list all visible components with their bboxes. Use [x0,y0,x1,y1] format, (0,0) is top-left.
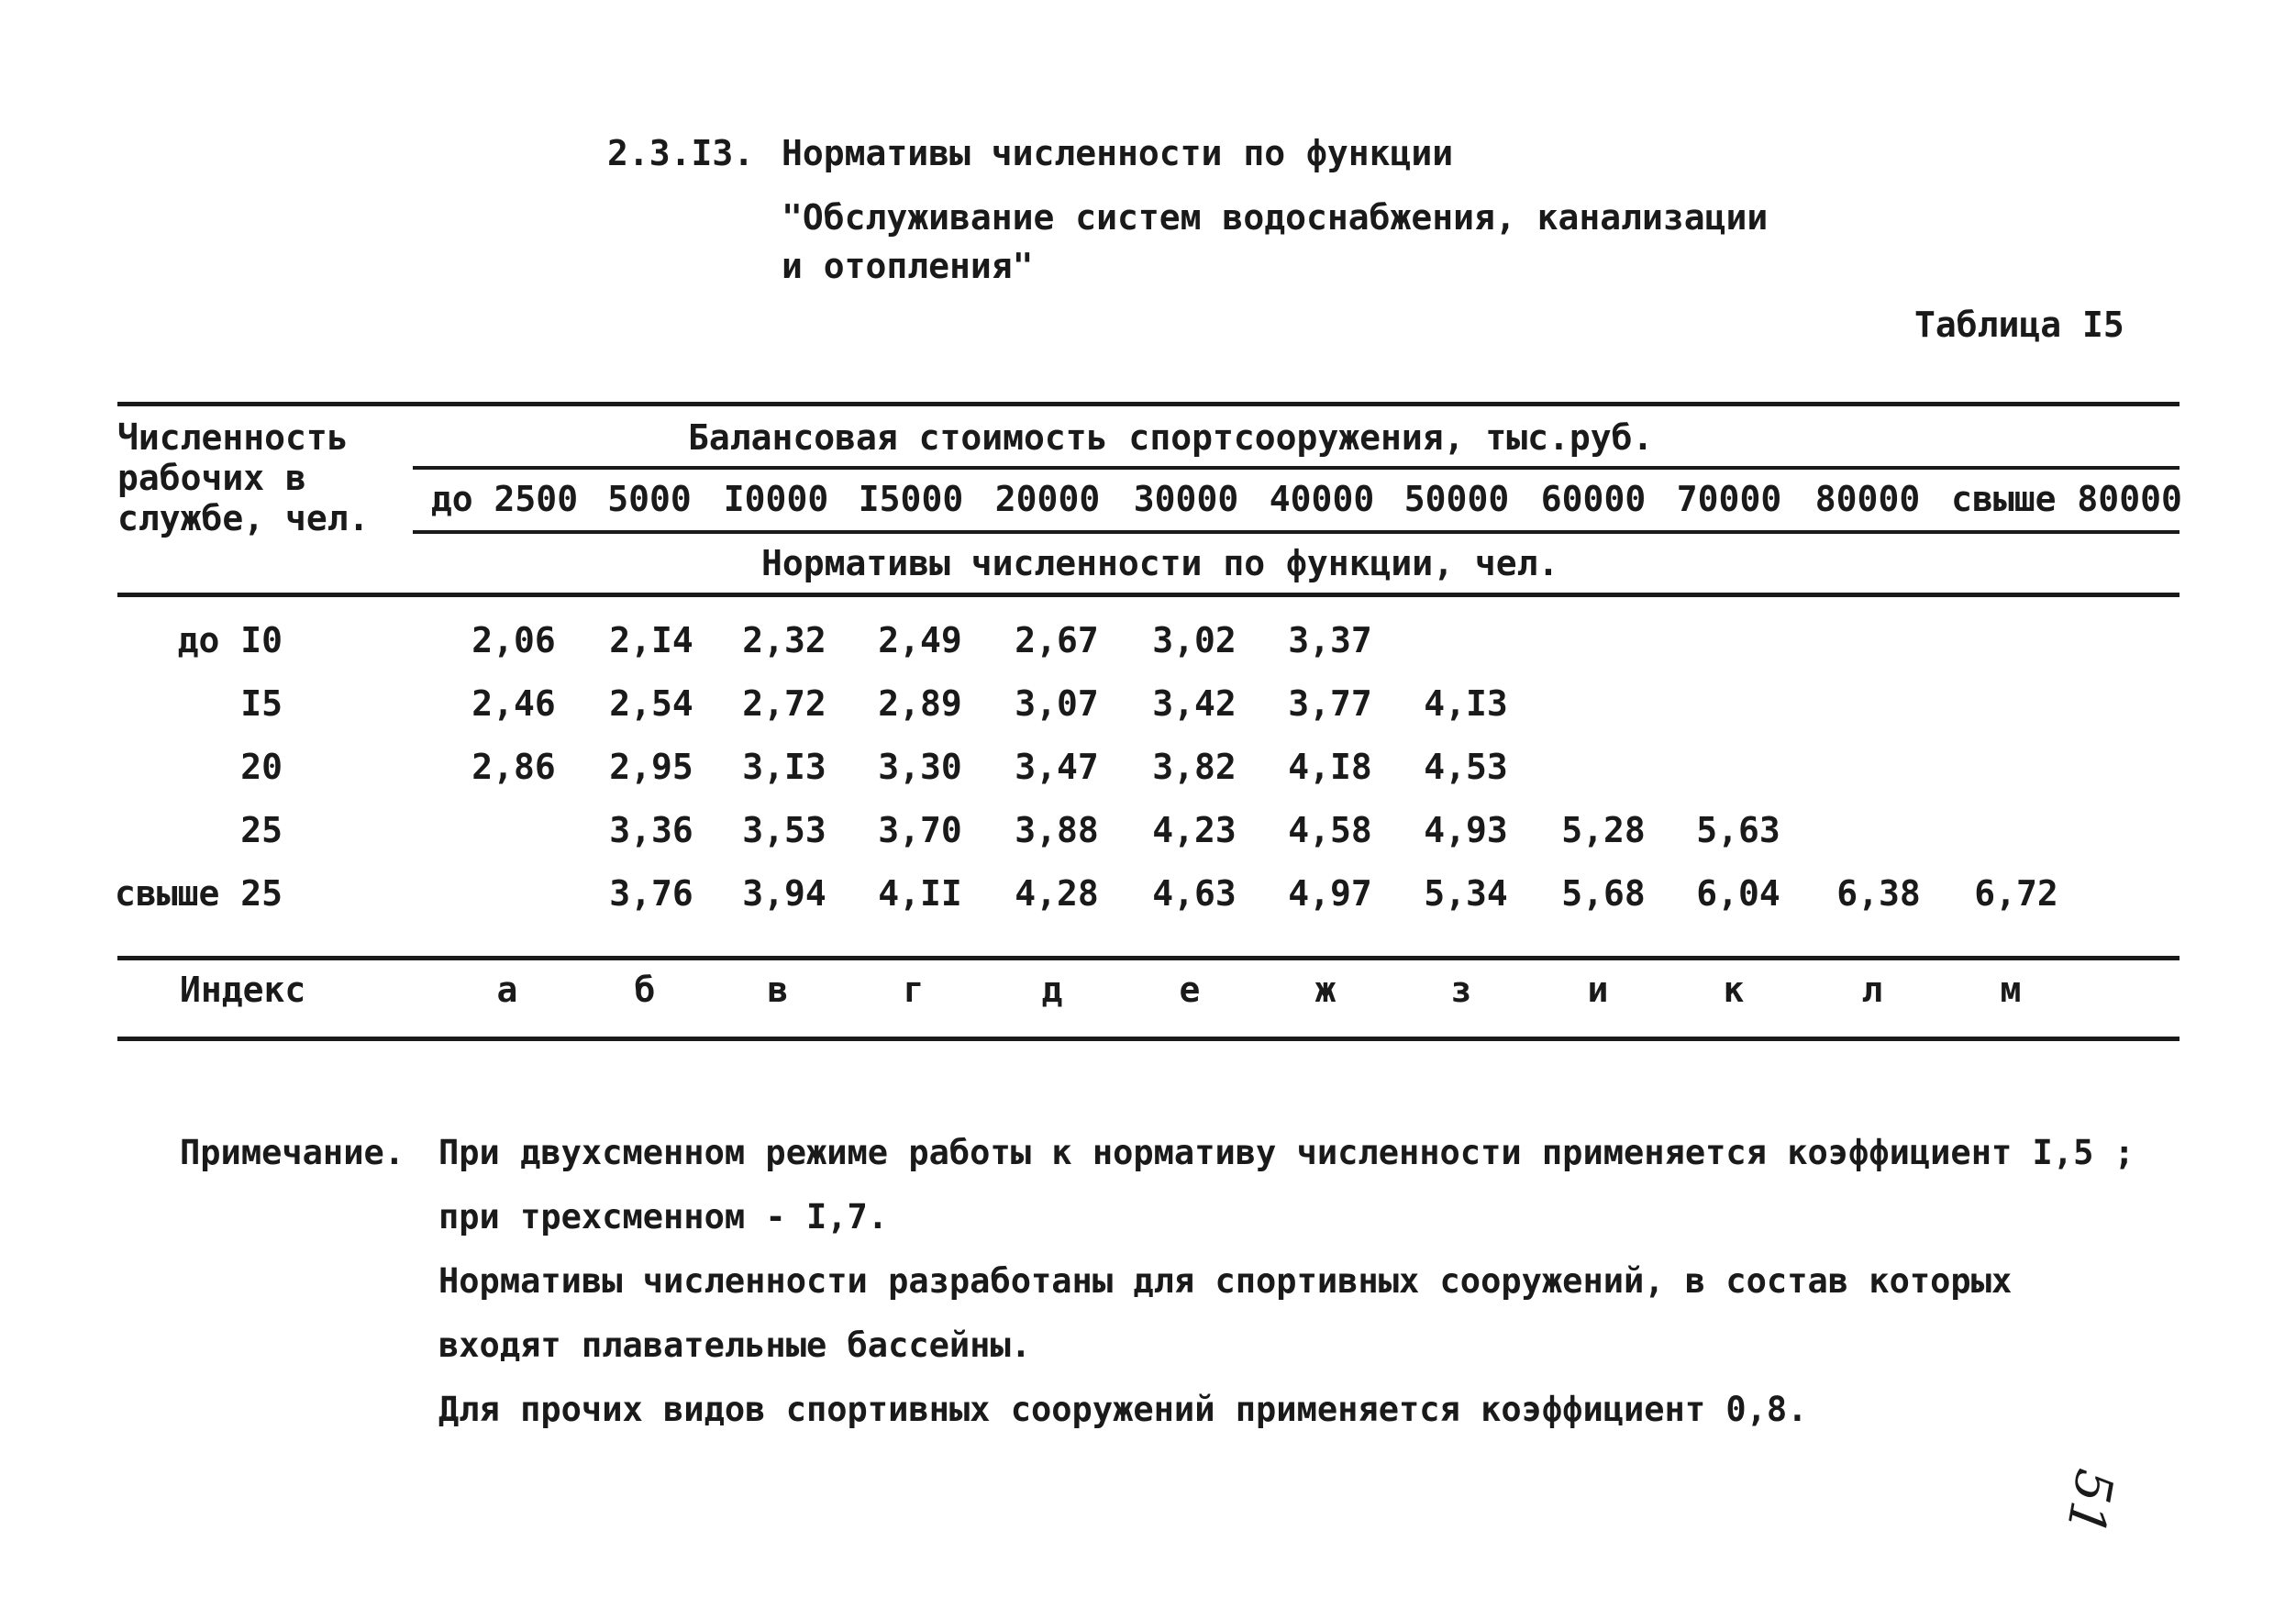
table-cell: 3,47 [1015,747,1099,787]
index-cell: з [1450,970,1472,1010]
note-label: Примечание. [180,1133,405,1172]
table-cell: 2,95 [609,747,693,787]
section-subtitle-line-1: "Обслуживание систем водоснабжения, канализации [782,197,1769,238]
column-header: 80000 [1814,479,1921,519]
table-cell: 5,63 [1696,810,1780,850]
group-header: Балансовая стоимость спортсооружения, тыс.руб. [688,417,1654,458]
index-cell: е [1179,970,1201,1010]
page-number: 51 [2054,1464,2124,1540]
index-cell: м [2000,970,2022,1010]
note-line: входят плавательные бассейны. [438,1325,1032,1365]
row-label: свыше 25 [114,873,283,914]
column-header: свыше 80000 [1951,479,2182,519]
row-header-line: службе, чел. [117,498,370,538]
table-cell: 3,82 [1152,747,1237,787]
table-cell: 2,49 [878,620,962,660]
table-cell: 2,46 [471,683,556,724]
column-header: 40000 [1269,479,1375,519]
note-line: при трехсменном - I,7. [438,1197,889,1236]
table-cell: 4,I8 [1288,747,1372,787]
column-header: 30000 [1133,479,1239,519]
index-cell: г [903,970,925,1010]
group-header-rule [413,466,2180,470]
table-bottom-rule [117,1037,2180,1041]
column-header: 20000 [994,479,1101,519]
table-cell: 3,02 [1152,620,1237,660]
table-cell: 3,88 [1015,810,1099,850]
section-title: Нормативы численности по функции [782,133,1454,173]
table-cell: 2,32 [742,620,826,660]
table-cell: 3,30 [878,747,962,787]
column-header: 50000 [1403,479,1510,519]
table-cell: 3,94 [742,873,826,914]
index-cell: и [1587,970,1609,1010]
index-cell: ж [1314,970,1337,1010]
table-cell: 6,72 [1974,873,2058,914]
note-line: Для прочих видов спортивных сооружений применяется коэффициент 0,8. [438,1390,1808,1429]
table-cell: 4,53 [1424,747,1508,787]
row-label: I5 [240,683,283,724]
table-cell: 4,97 [1288,873,1372,914]
table-cell: 2,67 [1015,620,1099,660]
table-cell: 3,36 [609,810,693,850]
section-subtitle-line-2: и отопления" [782,246,1034,286]
column-header: 60000 [1540,479,1647,519]
row-header-line: Численность [117,417,349,458]
table-cell: 5,28 [1561,810,1646,850]
row-label: до I0 [177,620,283,660]
table-cell: 2,54 [609,683,693,724]
table-cell: 3,77 [1288,683,1372,724]
column-header: до 2500 [430,479,579,519]
index-cell: л [1861,970,1883,1010]
column-header-rule [413,530,2180,534]
values-subheader: Нормативы численности по функции, чел. [761,543,1559,583]
table-cell: 4,58 [1288,810,1372,850]
table-cell: 3,53 [742,810,826,850]
table-cell: 2,86 [471,747,556,787]
table-cell: 2,06 [471,620,556,660]
table-cell: 3,76 [609,873,693,914]
column-header: I0000 [723,479,829,519]
table-cell: 3,70 [878,810,962,850]
note-line: При двухсменном режиме работы к нормативу численности применяется коэффициент I,5 ; [438,1133,2135,1172]
index-cell: д [1041,970,1063,1010]
column-header: 70000 [1676,479,1782,519]
table-cell: 4,II [878,873,962,914]
table-cell: 3,07 [1015,683,1099,724]
table-cell: 2,72 [742,683,826,724]
table-cell: 6,38 [1836,873,1921,914]
index-cell: б [634,970,656,1010]
table-cell: 5,34 [1424,873,1508,914]
index-top-rule [117,956,2180,960]
table-label: Таблица I5 [1914,305,2124,345]
table-cell: 4,93 [1424,810,1508,850]
index-cell: к [1723,970,1745,1010]
row-header-line: рабочих в [117,458,306,498]
table-top-rule [117,402,2180,406]
index-label: Индекс [180,970,306,1010]
column-header: I5000 [858,479,964,519]
table-cell: 3,I3 [742,747,826,787]
table-cell: 5,68 [1561,873,1646,914]
table-cell: 3,42 [1152,683,1237,724]
table-cell: 4,28 [1015,873,1099,914]
table-cell: 4,I3 [1424,683,1508,724]
table-cell: 2,89 [878,683,962,724]
table-cell: 6,04 [1696,873,1780,914]
table-cell: 3,37 [1288,620,1372,660]
table-cell: 2,I4 [609,620,693,660]
index-cell: в [767,970,789,1010]
index-cell: а [496,970,518,1010]
table-cell: 4,23 [1152,810,1237,850]
row-label: 25 [240,810,283,850]
section-number: 2.3.I3. [607,133,755,173]
column-header: 5000 [607,479,692,519]
row-header [117,417,370,538]
note-line: Нормативы численности разработаны для спортивных сооружений, в состав которых [438,1261,2013,1301]
table-cell: 4,63 [1152,873,1237,914]
header-bottom-rule [117,593,2180,597]
row-label: 20 [240,747,283,787]
